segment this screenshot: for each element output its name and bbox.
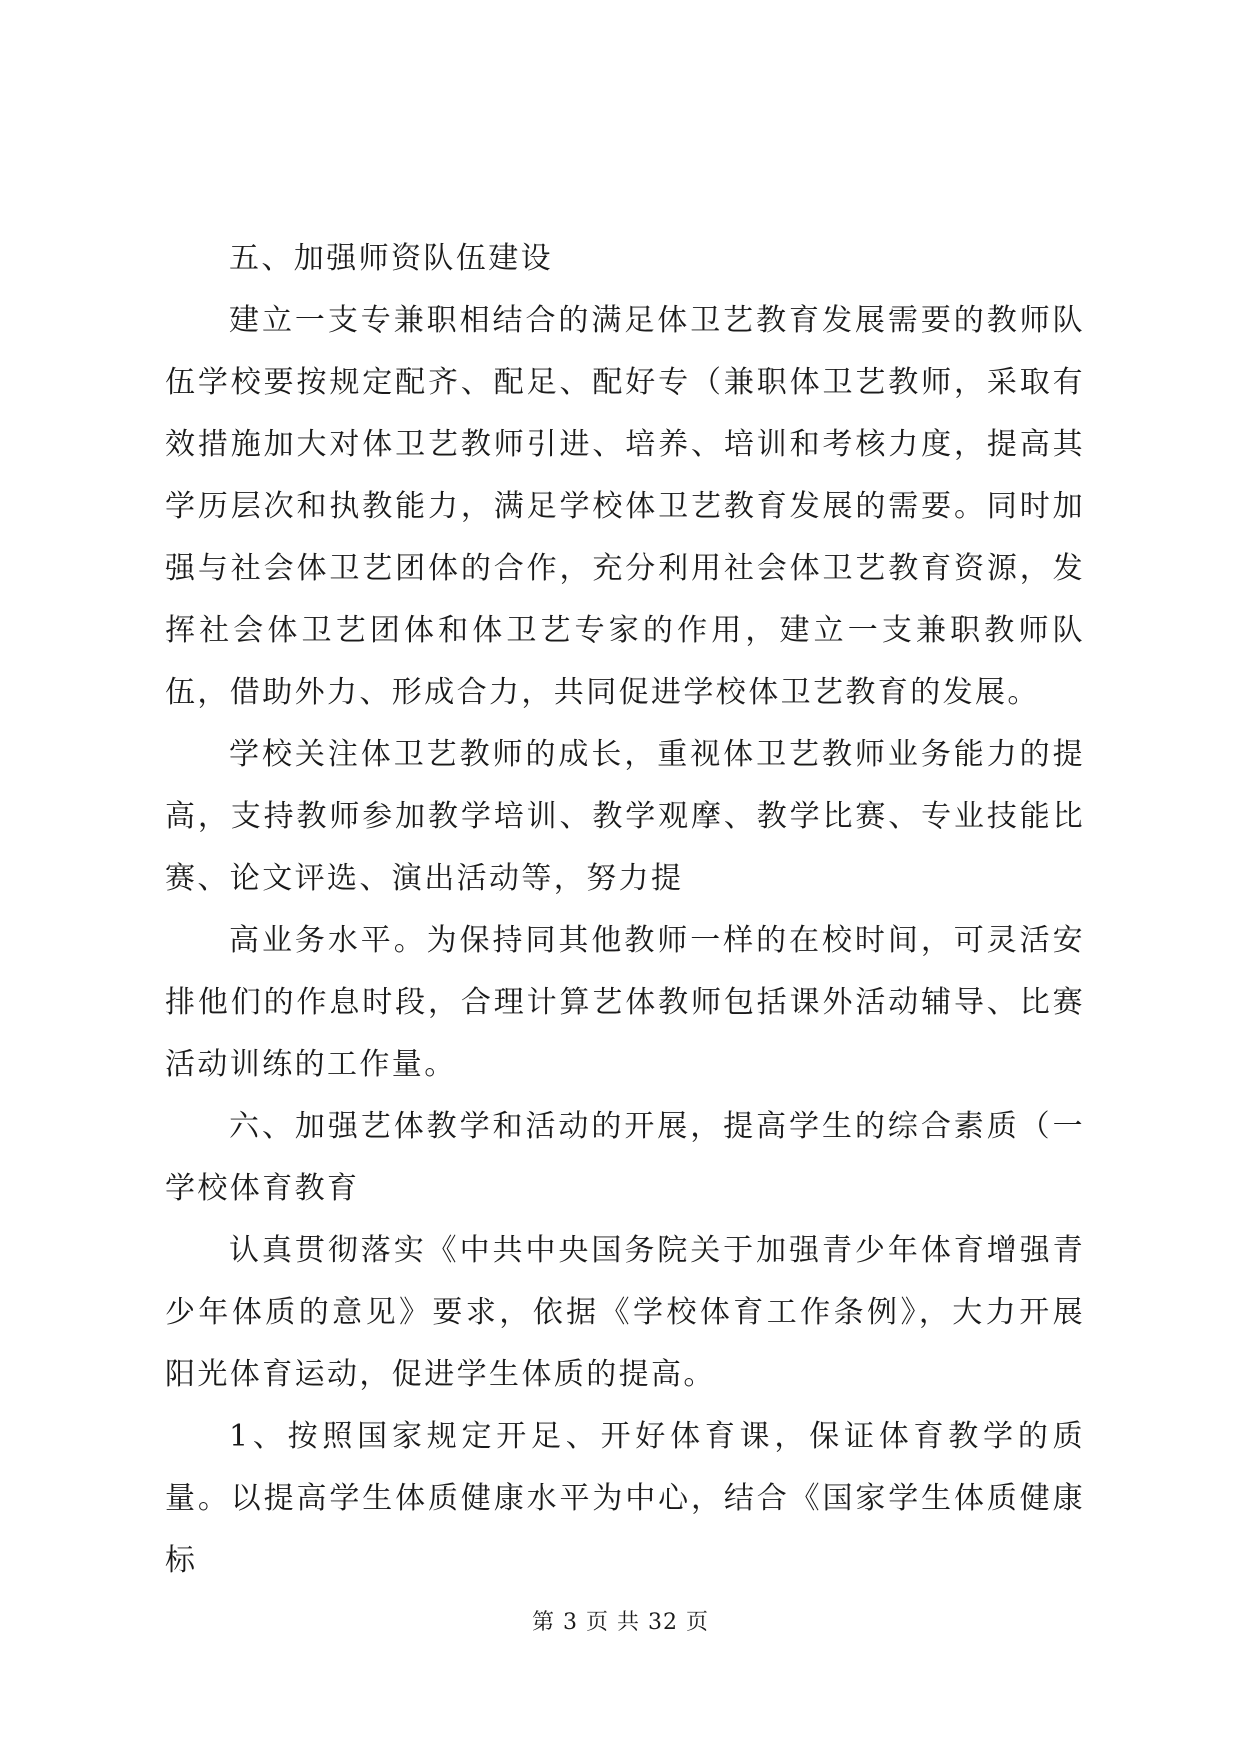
paragraph-pe-class: 1、按照国家规定开足、开好体育课，保证体育教学的质量。以提高学生体质健康水平为中心，结合《国家学生体质健康标	[165, 1419, 1085, 1578]
document-body	[165, 228, 1085, 1592]
paragraph-implement: 认真贯彻落实《中共中央国务院关于加强青少年体育增强青少年体质的意见》要求，依据《学校体育工作条例》，大力开展阳光体育运动，促进学生体质的提高。	[165, 1233, 1085, 1392]
section-heading-5: 五、加强师资队伍建设	[229, 241, 553, 276]
section-heading-6: 六、加强艺体教学和活动的开展，提高学生的综合素质（一学校体育教育	[165, 1109, 1085, 1206]
paragraph-teacher-team: 建立一支专兼职相结合的满足体卫艺教育发展需要的教师队伍学校要按规定配齐、配足、配好专（兼职体卫艺教师，采取有效措施加大对体卫艺教师引进、培养、培训和考核力度，提高其学历层次和执教能力，满足学校体卫艺教育发展的需要。同时加强与社会体卫艺团体的合作，充分利用社会体卫艺教育资源，发挥社会体卫艺团体和体卫艺专家的作用，建立一支兼职教师队伍，借助外力、形成合力，共同促进学校体卫艺教育的发展。	[165, 303, 1085, 710]
paragraph-work-time: 高业务水平。为保持同其他教师一样的在校时间，可灵活安排他们的作息时段，合理计算艺体教师包括课外活动辅导、比赛活动训练的工作量。	[165, 923, 1085, 1082]
paragraph-teacher-growth: 学校关注体卫艺教师的成长，重视体卫艺教师业务能力的提高，支持教师参加教学培训、教学观摩、教学比赛、专业技能比赛、论文评选、演出活动等，努力提	[165, 737, 1085, 896]
page-number-footer: 第 3 页 共 32 页	[532, 1610, 709, 1635]
